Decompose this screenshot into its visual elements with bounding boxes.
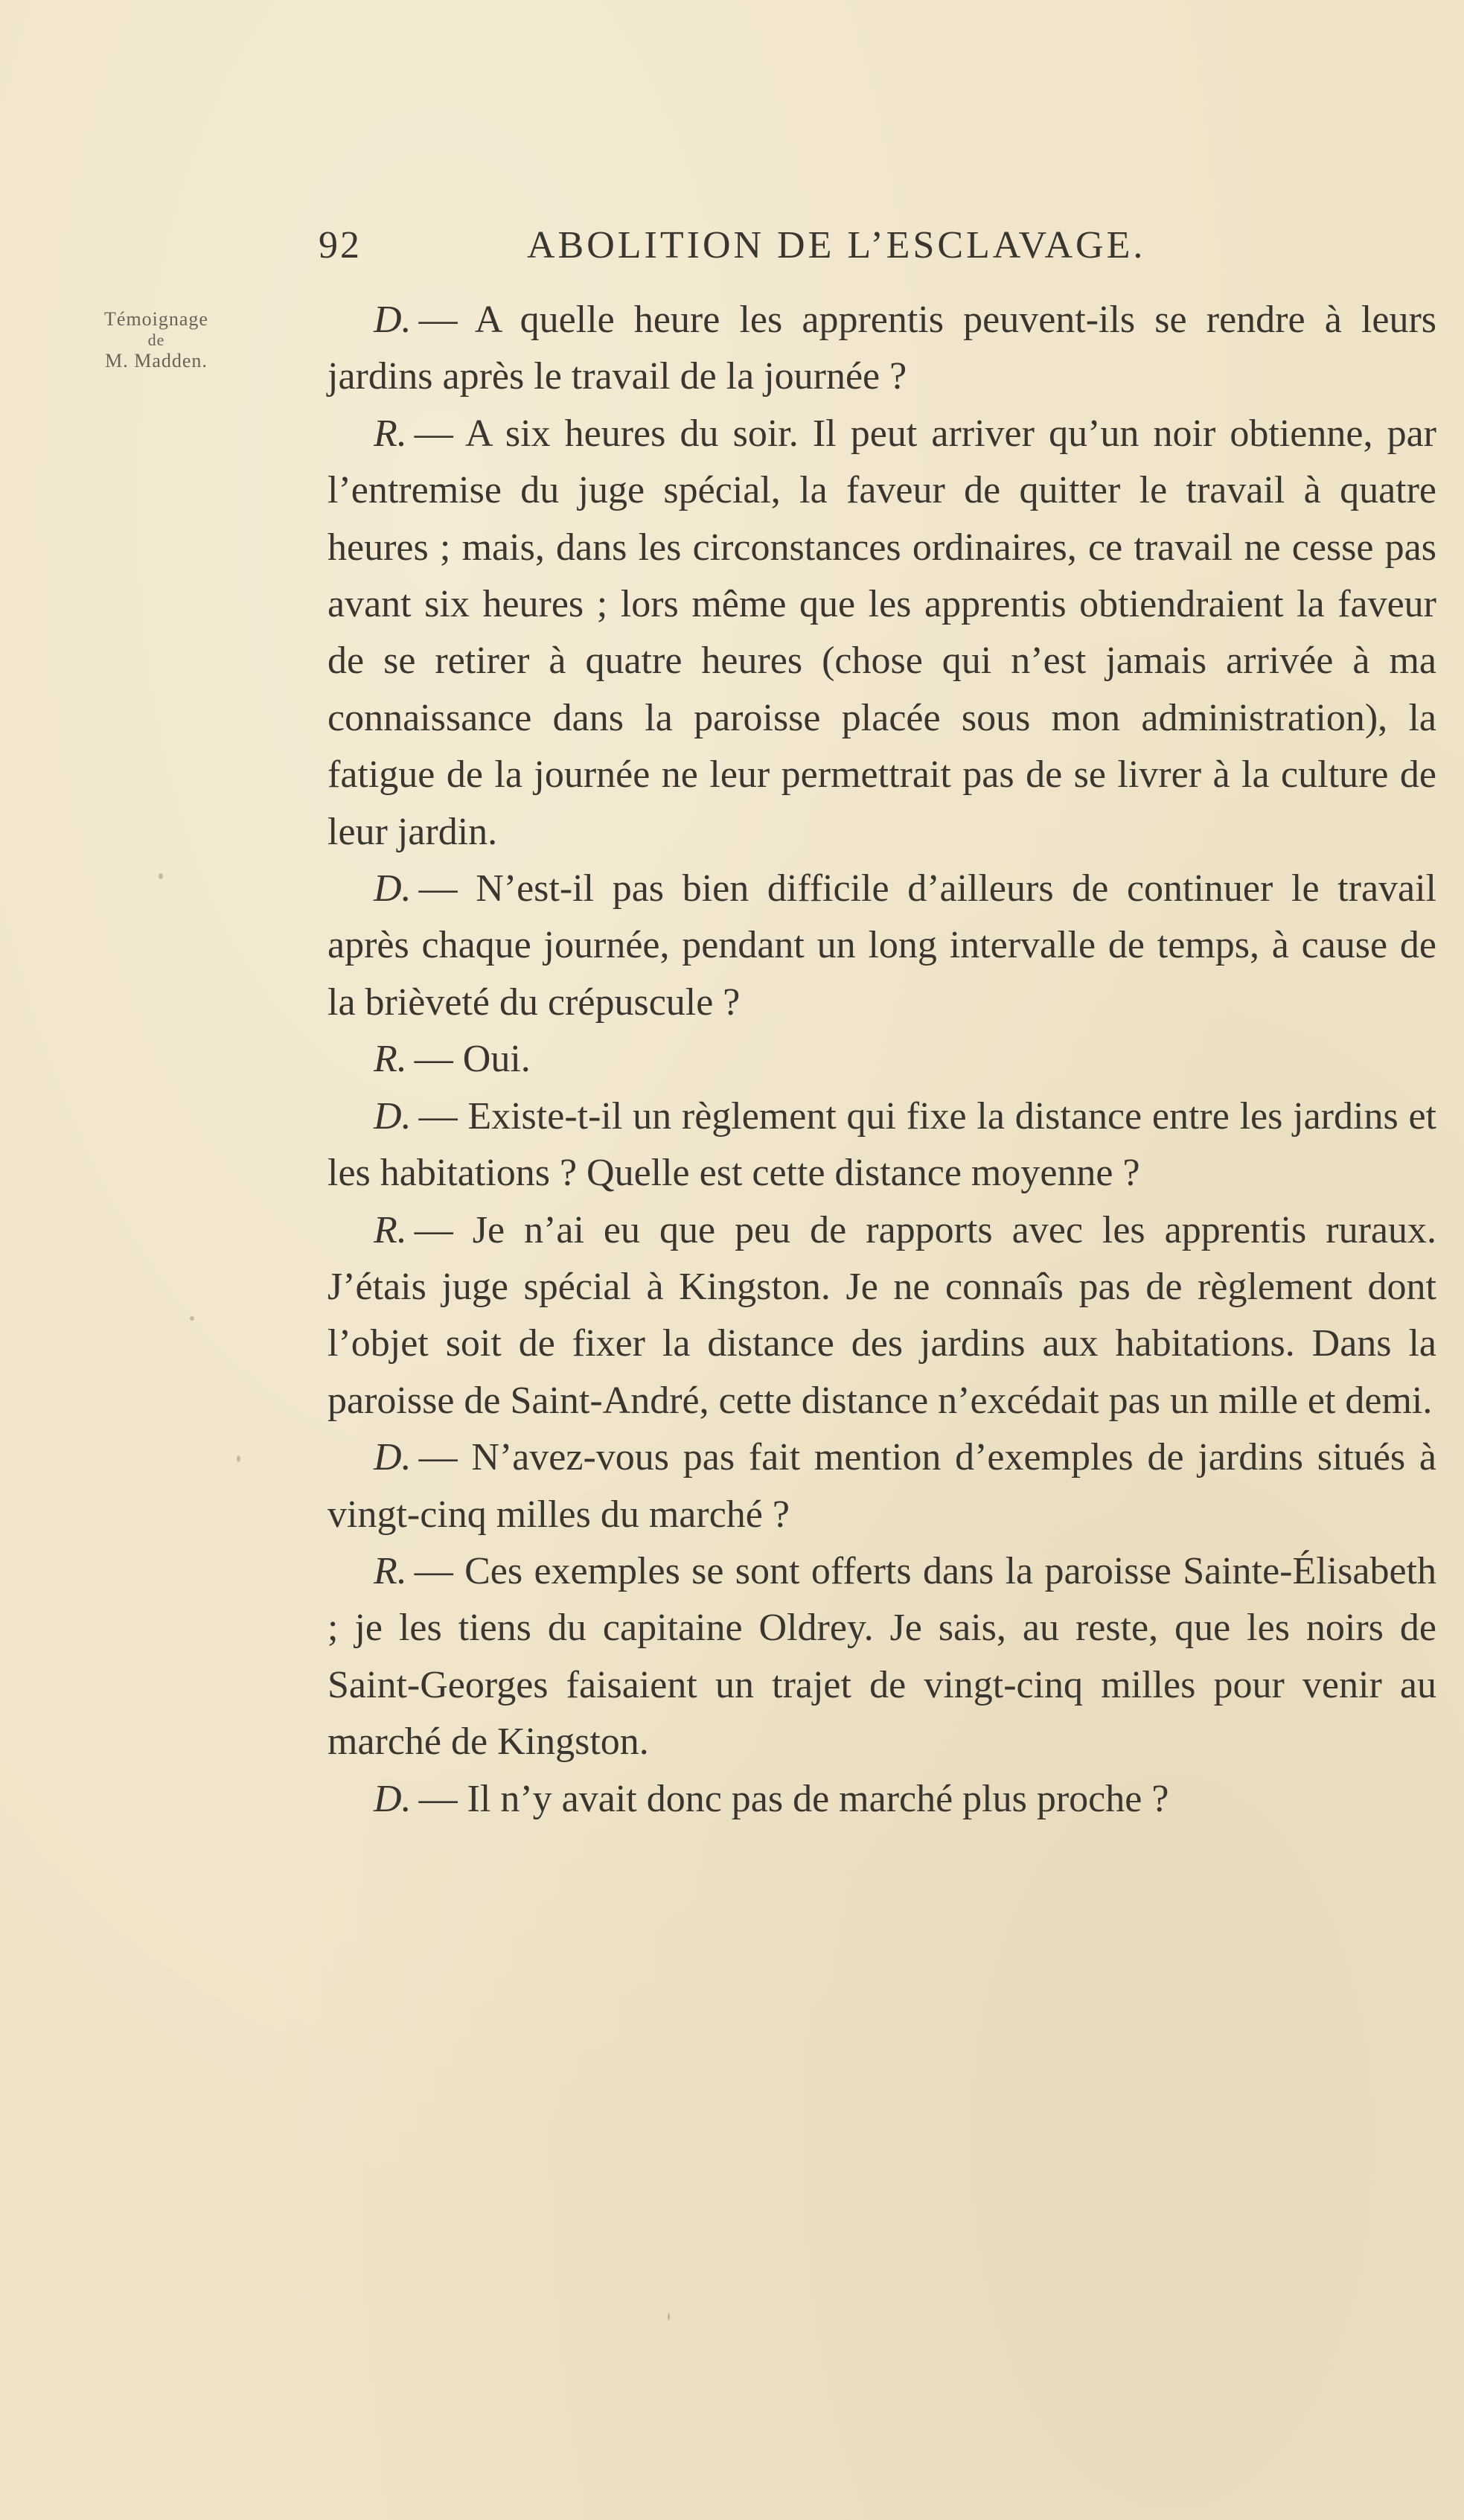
- question-paragraph: [327, 292, 1436, 406]
- speaker-label: R.: [374, 1208, 407, 1251]
- paragraph-text: — Oui.: [414, 1038, 531, 1081]
- margin-note-line: de: [147, 331, 165, 349]
- running-title: ABOLITION DE L’ESCLAVAGE.: [527, 224, 1146, 267]
- question-paragraph: [327, 1771, 1436, 1828]
- answer-paragraph: [327, 1543, 1436, 1771]
- answer-paragraph: [327, 1031, 1436, 1088]
- answer-paragraph: [327, 1202, 1436, 1430]
- paragraph-text: — N’avez-vous pas fait mention d’exemples de jardins situés à vingt-cinq milles du marché ?: [327, 1436, 1436, 1536]
- speaker-label: R.: [374, 1038, 407, 1081]
- paragraph-text: — Je n’ai eu que peu de rapports avec les apprentis ruraux. J’étais juge spécial à Kingston. Je ne connaîs pas de règlement dont l’objet soit de fixer la distance des jardins aux habitations. Dans la paroisse de Saint-André, cette distance n’excédait pas un mille et demi.: [327, 1208, 1436, 1422]
- paragraph-text: — Ces exemples se sont offerts dans la paroisse Sainte-Élisabeth ; je les tiens du capitaine Oldrey. Je sais, au reste, que les noirs de Saint-Georges faisaient un trajet de vingt-cinq milles pour venir au marché de Kingston.: [327, 1549, 1436, 1764]
- speaker-label: D.: [374, 1094, 412, 1138]
- speaker-label: R.: [374, 1549, 407, 1592]
- margin-note-line: Témoignage: [104, 308, 208, 330]
- question-paragraph: [327, 861, 1436, 1031]
- margin-note: [15, 307, 298, 374]
- question-paragraph: [327, 1088, 1436, 1202]
- answer-paragraph: [327, 406, 1436, 861]
- paper-speck: [668, 2313, 670, 2320]
- body-text: [327, 292, 1436, 1828]
- speaker-label: D.: [374, 867, 412, 910]
- paper-speck: [190, 1316, 194, 1321]
- page-header: [319, 223, 1227, 283]
- paragraph-text: — A quelle heure les apprentis peuvent-ils se rendre à leurs jardins après le travail de la journée ?: [327, 299, 1436, 398]
- paragraph-text: — Existe-t-il un règlement qui fixe la distance entre les jardins et les habitations ? Quelle est cette distance moyenne ?: [327, 1094, 1436, 1195]
- paper-speck: [237, 1455, 240, 1462]
- paragraph-text: — A six heures du soir. Il peut arriver qu’un noir obtienne, par l’entremise du juge spécial, la faveur de quitter le travail à quatre heures ; mais, dans les circonstances ordinaires, ce travail ne cesse pas avant six heures ; lors même que les apprentis obtiendraient la faveur de se retirer à quatre heures (chose qui n’est jamais arrivée à ma connaissance dans la paroisse placée sous mon administration), la fatigue de la journée ne leur permettrait pas de se livrer à la culture de leur jardin.: [327, 412, 1436, 853]
- paragraph-text: — Il n’y avait donc pas de marché plus proche ?: [418, 1777, 1169, 1820]
- paper-speck: [159, 873, 163, 879]
- speaker-label: D.: [374, 1436, 412, 1479]
- page-number: 92: [319, 224, 362, 267]
- paragraph-text: — N’est-il pas bien difficile d’ailleurs de continuer le travail après chaque journée, pendant un long intervalle de temps, à cause de la brièveté du crépuscule ?: [327, 867, 1436, 1024]
- speaker-label: D.: [374, 299, 412, 341]
- question-paragraph: [327, 1429, 1436, 1543]
- speaker-label: R.: [374, 412, 407, 455]
- margin-note-line: M. Madden.: [105, 350, 208, 371]
- speaker-label: D.: [374, 1777, 412, 1820]
